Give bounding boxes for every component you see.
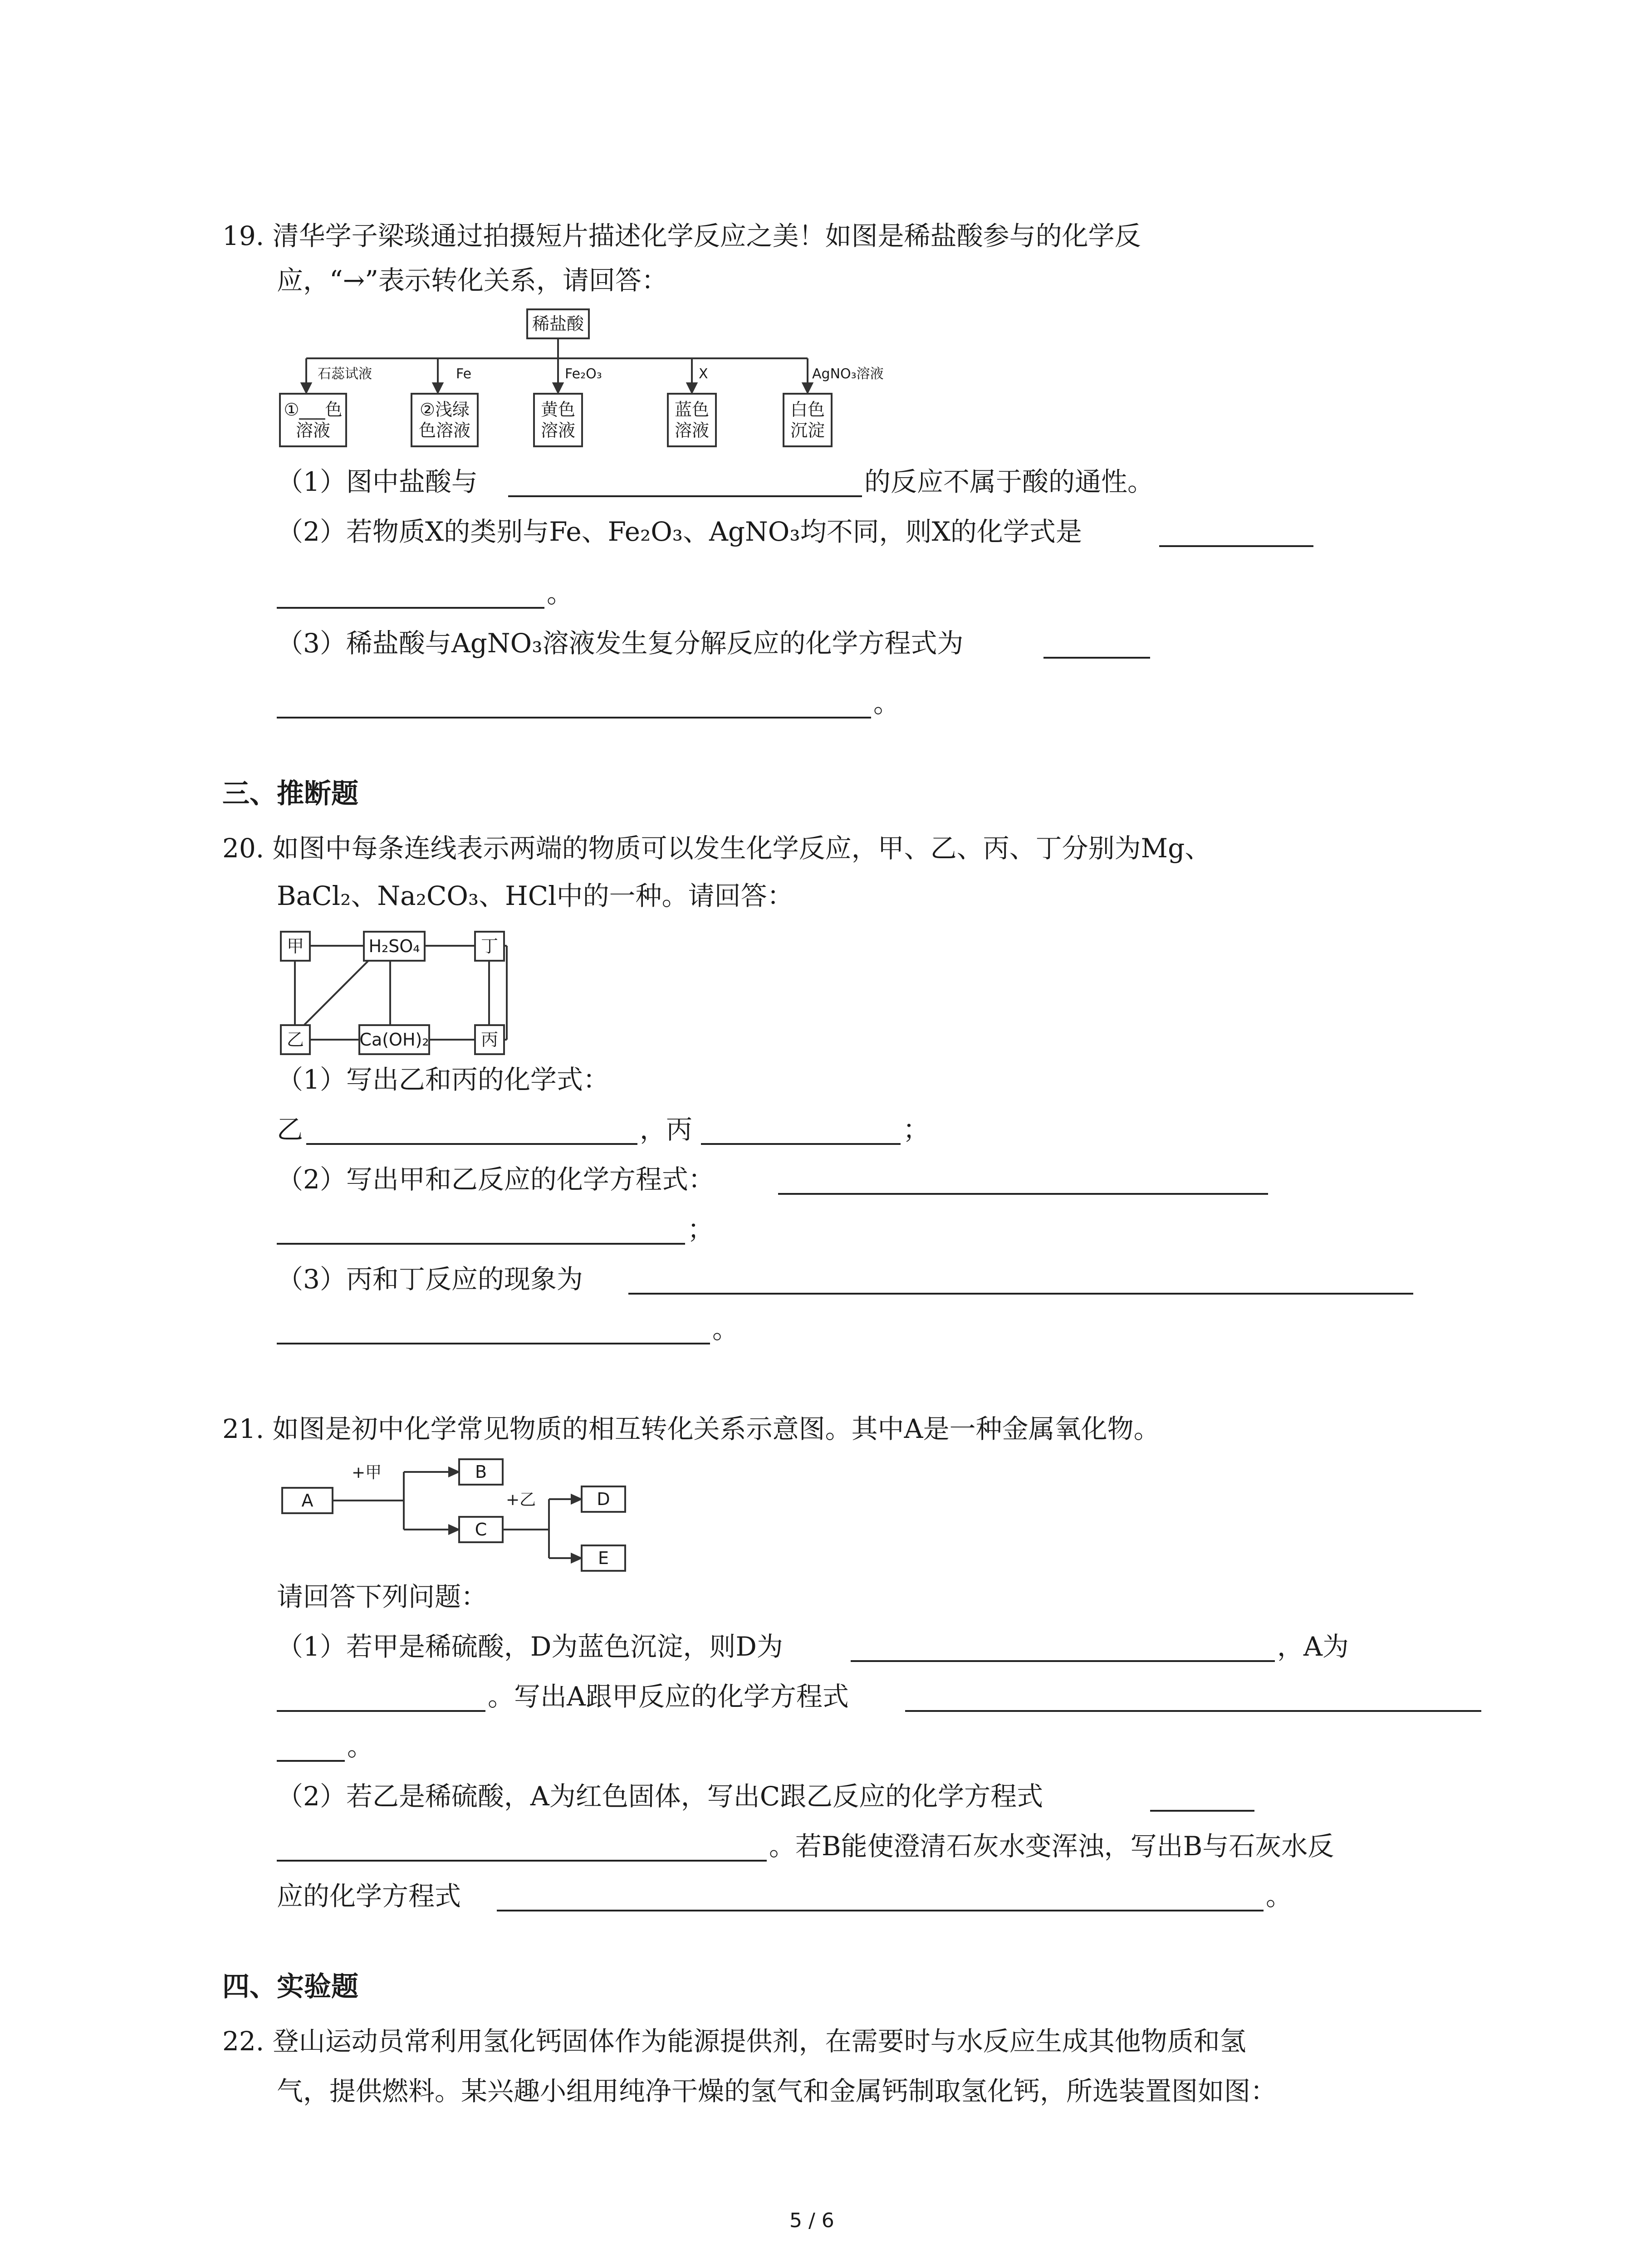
q19-line-1: 19. 清华学子梁琰通过拍摄短片描述化学反应之美！如图是稀盐酸参与的化学反 <box>222 220 1141 251</box>
q19-result-box-4: 蓝色溶液 <box>667 393 717 447</box>
q21-line-1: 21. 如图是初中化学常见物质的相互转化关系示意图。其中A是一种金属氧化物。 <box>222 1413 1160 1444</box>
q19-label-fe2o3: Fe₂O₃ <box>565 366 602 382</box>
q21-sub-1-a: （1）若甲是稀硫酸，D为蓝色沉淀，则D为 <box>277 1631 783 1662</box>
q21-sub-2-end: 。 <box>1266 1881 1293 1911</box>
section-heading-inference: 三、推断题 <box>222 778 358 810</box>
q20-line-1: 20. 如图中每条连线表示两端的物质可以发生化学反应，甲、乙、丙、丁分别为Mg、 <box>222 833 1211 864</box>
q21-sub-1-c: 。写出A跟甲反应的化学方程式 <box>488 1681 849 1712</box>
q21-intro: 请回答下列问题： <box>277 1581 488 1612</box>
q21-answer-blank-a[interactable] <box>277 1710 485 1712</box>
q19-sub-2-b: 。 <box>547 578 573 609</box>
q19-label-fe: Fe <box>456 366 472 382</box>
q21-sub-2-c: 应的化学方程式 <box>277 1881 461 1911</box>
q19-label-x: X <box>699 366 708 382</box>
q22-line-1: 22. 登山运动员常利用氢化钙固体作为能源提供剂，在需要时与水反应生成其他物质和氢 <box>222 2026 1246 2057</box>
q21-answer-blank-2c[interactable] <box>497 1910 1264 1911</box>
q19-sub-1-b: 的反应不属于酸的通性。 <box>864 466 1154 497</box>
section-heading-experiment: 四、实验题 <box>222 1971 358 2003</box>
q19-line-2: 应，“→”表示转化关系，请回答： <box>277 265 668 296</box>
q20-jia-box: 甲 <box>280 931 311 962</box>
q19-result-box-2: ②浅绿色溶液 <box>411 393 479 447</box>
q19-result-box-3: 黄色溶液 <box>533 393 583 447</box>
q21-sub-2-b: 。若B能使澄清石灰水变浑浊，写出B与石灰水反 <box>769 1831 1334 1862</box>
q22-line-2: 气，提供燃料。某兴趣小组用纯净干燥的氢气和金属钙制取氢化钙，所选装置图如图： <box>277 2076 1277 2107</box>
q21-sub-1-b: ，A为 <box>1277 1631 1349 1662</box>
q20-sub-1-bing: ，丙 <box>640 1114 693 1145</box>
q20-sub-2-end: ； <box>687 1214 714 1245</box>
q21-answer-blank-2a[interactable] <box>1150 1810 1254 1812</box>
q20-sub-3-end: 。 <box>712 1314 739 1344</box>
q21-label-yi: +乙 <box>506 1491 536 1509</box>
q20-bing-box: 丙 <box>474 1024 505 1055</box>
q20-sub-3: （3）丙和丁反应的现象为 <box>277 1264 583 1295</box>
q19-sub-3-b: 。 <box>873 688 900 719</box>
q20-yi-box: 乙 <box>280 1024 311 1055</box>
q21-sub-2-a: （2）若乙是稀硫酸，A为红色固体，写出C跟乙反应的化学方程式 <box>277 1781 1043 1812</box>
q21-answer-blank-1d[interactable] <box>277 1760 345 1762</box>
q21-box-d: D <box>581 1486 626 1513</box>
q19-result-box-1: ①___色溶液 <box>279 393 347 447</box>
q20-sub-1-yi: 乙 <box>277 1114 304 1145</box>
q19-sub-3-a: （3）稀盐酸与AgNO₃溶液发生复分解反应的化学方程式为 <box>277 628 964 659</box>
q19-result-box-5: 白色沉淀 <box>783 393 833 447</box>
q20-h2so4-box: H₂SO₄ <box>363 931 426 962</box>
q21-answer-blank-2b[interactable] <box>277 1860 767 1862</box>
q19-label-litmus: 石蕊试液 <box>318 366 372 382</box>
q21-label-jia: +甲 <box>352 1463 382 1482</box>
q19-sub-1-a: （1）图中盐酸与 <box>277 466 478 497</box>
q20-sub-2: （2）写出甲和乙反应的化学方程式： <box>277 1164 715 1195</box>
q19-hcl-box: 稀盐酸 <box>526 308 590 339</box>
q20-ding-box: 丁 <box>474 931 505 962</box>
q21-answer-blank-1c[interactable] <box>905 1710 1481 1712</box>
q21-box-c: C <box>458 1516 504 1543</box>
q21-box-b: B <box>458 1458 504 1486</box>
q21-sub-1-end: 。 <box>347 1731 374 1762</box>
q20-caoh2-box: Ca(OH)₂ <box>358 1024 430 1055</box>
q19-sub-2-a: （2）若物质X的类别与Fe、Fe₂O₃、AgNO₃均不同，则X的化学式是 <box>277 516 1082 547</box>
q20-sub-1-end: ； <box>903 1114 930 1145</box>
page-number: 5 / 6 <box>789 2209 834 2232</box>
q21-box-e: E <box>581 1545 626 1572</box>
q20-line-2: BaCl₂、Na₂CO₃、HCl中的一种。请回答： <box>277 880 794 911</box>
q19-label-agno3: AgNO₃溶液 <box>812 366 884 382</box>
q21-answer-blank-d[interactable] <box>851 1660 1275 1662</box>
q21-box-a: A <box>281 1487 333 1514</box>
q20-sub-1: （1）写出乙和丙的化学式： <box>277 1064 609 1095</box>
